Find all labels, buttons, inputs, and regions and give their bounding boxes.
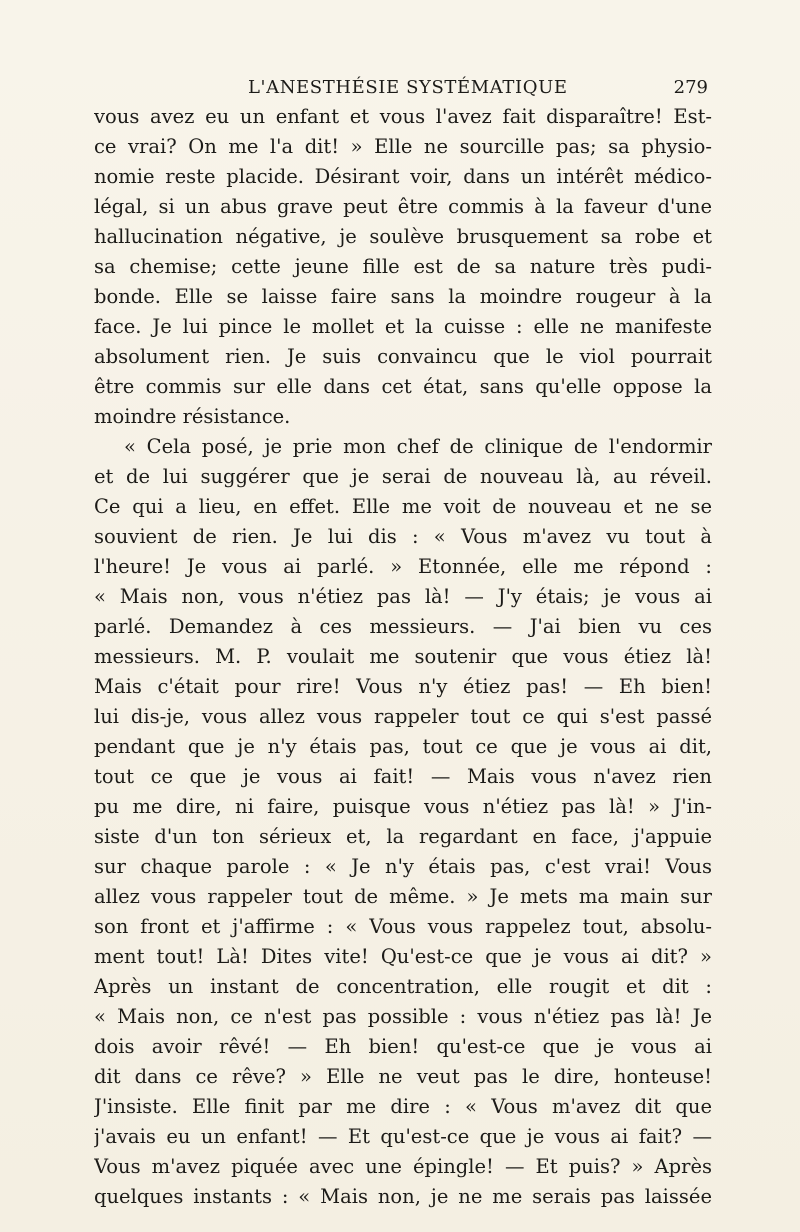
- text-line: face. Je lui pince le mollet et la cuisse : elle ne manifeste: [94, 315, 712, 338]
- text-line: Ce qui a lieu, en effet. Elle me voit de nouveau et ne se: [94, 495, 712, 518]
- text-line: être commis sur elle dans cet état, sans qu'elle oppose la: [94, 375, 712, 398]
- text-line: messieurs. M. P. voulait me soutenir que vous étiez là!: [94, 645, 712, 668]
- text-line: sa chemise; cette jeune fille est de sa nature très pudi-: [94, 255, 712, 278]
- text-line: « Mais non, vous n'étiez pas là! — J'y étais; je vous ai: [94, 585, 712, 608]
- page-number: 279: [673, 77, 708, 98]
- text-line: ment tout! Là! Dites vite! Qu'est-ce que je vous ai dit? »: [94, 945, 712, 968]
- text-line: son front et j'affirme : « Vous vous rappelez tout, absolu-: [94, 915, 712, 938]
- text-line: pu me dire, ni faire, puisque vous n'étiez pas là! » J'in-: [94, 795, 712, 818]
- text-line: moindre résistance.: [94, 405, 291, 428]
- text-line: siste d'un ton sérieux et, la regardant en face, j'appuie: [94, 825, 712, 848]
- text-line: légal, si un abus grave peut être commis à la faveur d'une: [94, 195, 712, 218]
- text-line: souvient de rien. Je lui dis : « Vous m'avez vu tout à: [94, 525, 712, 548]
- text-line: pendant que je n'y étais pas, tout ce que je vous ai dit,: [94, 735, 712, 758]
- text-line: Vous m'avez piquée avec une épingle! — Et puis? » Après: [94, 1155, 712, 1178]
- text-line: vous avez eu un enfant et vous l'avez fait disparaître! Est-: [94, 105, 712, 128]
- page-header: [94, 74, 708, 102]
- text-line: quelques instants : « Mais non, je ne me serais pas laissée: [94, 1185, 712, 1208]
- text-line: bonde. Elle se laisse faire sans la moindre rougeur à la: [94, 285, 712, 308]
- text-line: Mais c'était pour rire! Vous n'y étiez pas! — Eh bien!: [94, 675, 712, 698]
- text-line: hallucination négative, je soulève brusquement sa robe et: [94, 225, 712, 248]
- text-line: allez vous rappeler tout de même. » Je mets ma main sur: [94, 885, 712, 908]
- text-line: dit dans ce rêve? » Elle ne veut pas le dire, honteuse!: [94, 1065, 712, 1088]
- body-text: [94, 102, 712, 1212]
- text-line: Après un instant de concentration, elle rougit et dit :: [94, 975, 712, 998]
- text-line: parlé. Demandez à ces messieurs. — J'ai bien vu ces: [94, 615, 712, 638]
- text-line: l'heure! Je vous ai parlé. » Etonnée, elle me répond :: [94, 555, 712, 578]
- text-line: lui dis-je, vous allez vous rappeler tout ce qui s'est passé: [94, 705, 712, 728]
- text-line: sur chaque parole : « Je n'y étais pas, c'est vrai! Vous: [94, 855, 712, 878]
- text-line: « Mais non, ce n'est pas possible : vous n'étiez pas là! Je: [94, 1005, 712, 1028]
- text-line: dois avoir rêvé! — Eh bien! qu'est-ce que je vous ai: [94, 1035, 712, 1058]
- text-line: j'avais eu un enfant! — Et qu'est-ce que je vous ai fait? —: [94, 1125, 712, 1148]
- running-title: L'ANESTHÉSIE SYSTÉMATIQUE: [248, 77, 568, 98]
- text-line: absolument rien. Je suis convaincu que le viol pourrait: [94, 345, 712, 368]
- text-line: nomie reste placide. Désirant voir, dans un intérêt médico-: [94, 165, 712, 188]
- text-line: ce vrai? On me l'a dit! » Elle ne sourcille pas; sa physio-: [94, 135, 712, 158]
- text-line: « Cela posé, je prie mon chef de clinique de l'endormir: [124, 435, 712, 458]
- text-line: et de lui suggérer que je serai de nouveau là, au réveil.: [94, 465, 712, 488]
- text-line: J'insiste. Elle finit par me dire : « Vous m'avez dit que: [94, 1095, 712, 1118]
- text-line: tout ce que je vous ai fait! — Mais vous n'avez rien: [94, 765, 712, 788]
